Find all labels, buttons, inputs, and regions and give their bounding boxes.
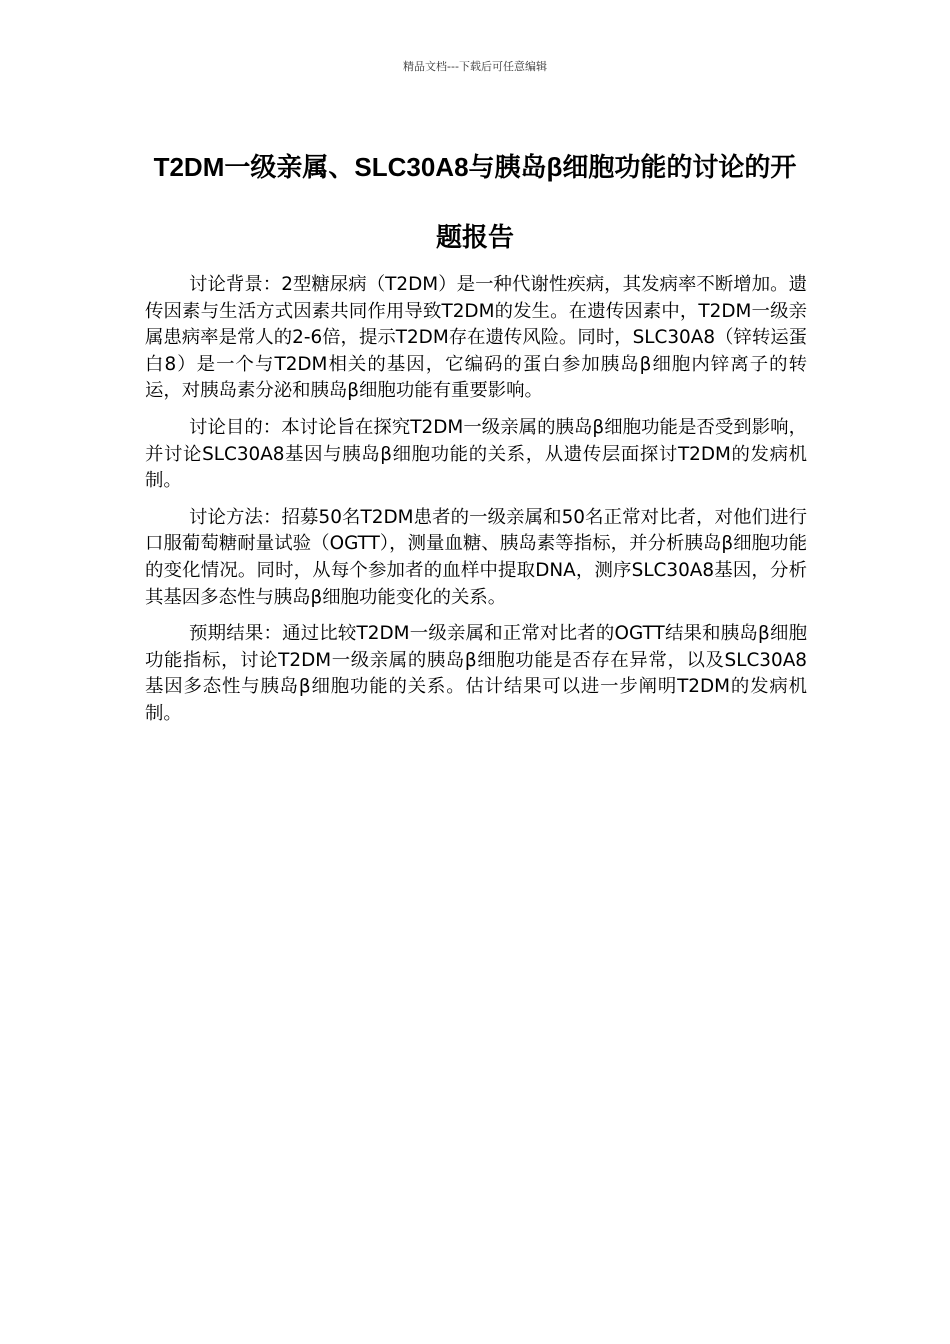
document-body: [145, 272, 807, 738]
paragraph-expected-results: 预期结果：通过比较T2DM一级亲属和正常对比者的OGTT结果和胰岛β细胞功能指标，讨论T2DM一级亲属的胰岛β细胞功能是否存在异常，以及SLC30A8基因多态性与胰岛β细胞功能的关系。估计结果可以进一步阐明T2DM的发病机制。: [145, 623, 807, 724]
paragraph-objective: 讨论目的：本讨论旨在探究T2DM一级亲属的胰岛β细胞功能是否受到影响，并讨论SLC30A8基因与胰岛β细胞功能的关系，从遗传层面探讨T2DM的发病机制。: [145, 416, 807, 492]
paragraph-background: 讨论背景：2型糖尿病（T2DM）是一种代谢性疾病，其发病率不断增加。遗传因素与生活方式因素共同作用导致T2DM的发生。在遗传因素中，T2DM一级亲属患病率是常人的2-6倍，提示T2DM存在遗传风险。同时，SLC30A8（锌转运蛋白8）是一个与T2DM相关的基因，它编码的蛋白参加胰岛β细胞内锌离子的转运，对胰岛素分泌和胰岛β细胞功能有重要影响。: [145, 274, 807, 402]
document-title: T2DM一级亲属、SLC30A8与胰岛β细胞功能的讨论的开题报告: [153, 152, 797, 252]
paragraph-methods: 讨论方法：招募50名T2DM患者的一级亲属和50名正常对比者，对他们进行口服葡萄糖耐量试验（OGTT），测量血糖、胰岛素等指标，并分析胰岛β细胞功能的变化情况。同时，从每个参加者的血样中提取DNA，测序SLC30A8基因，分析其基因多态性与胰岛β细胞功能变化的关系。: [145, 506, 807, 608]
header-note: 精品文档---下载后可任意编辑: [403, 60, 547, 73]
